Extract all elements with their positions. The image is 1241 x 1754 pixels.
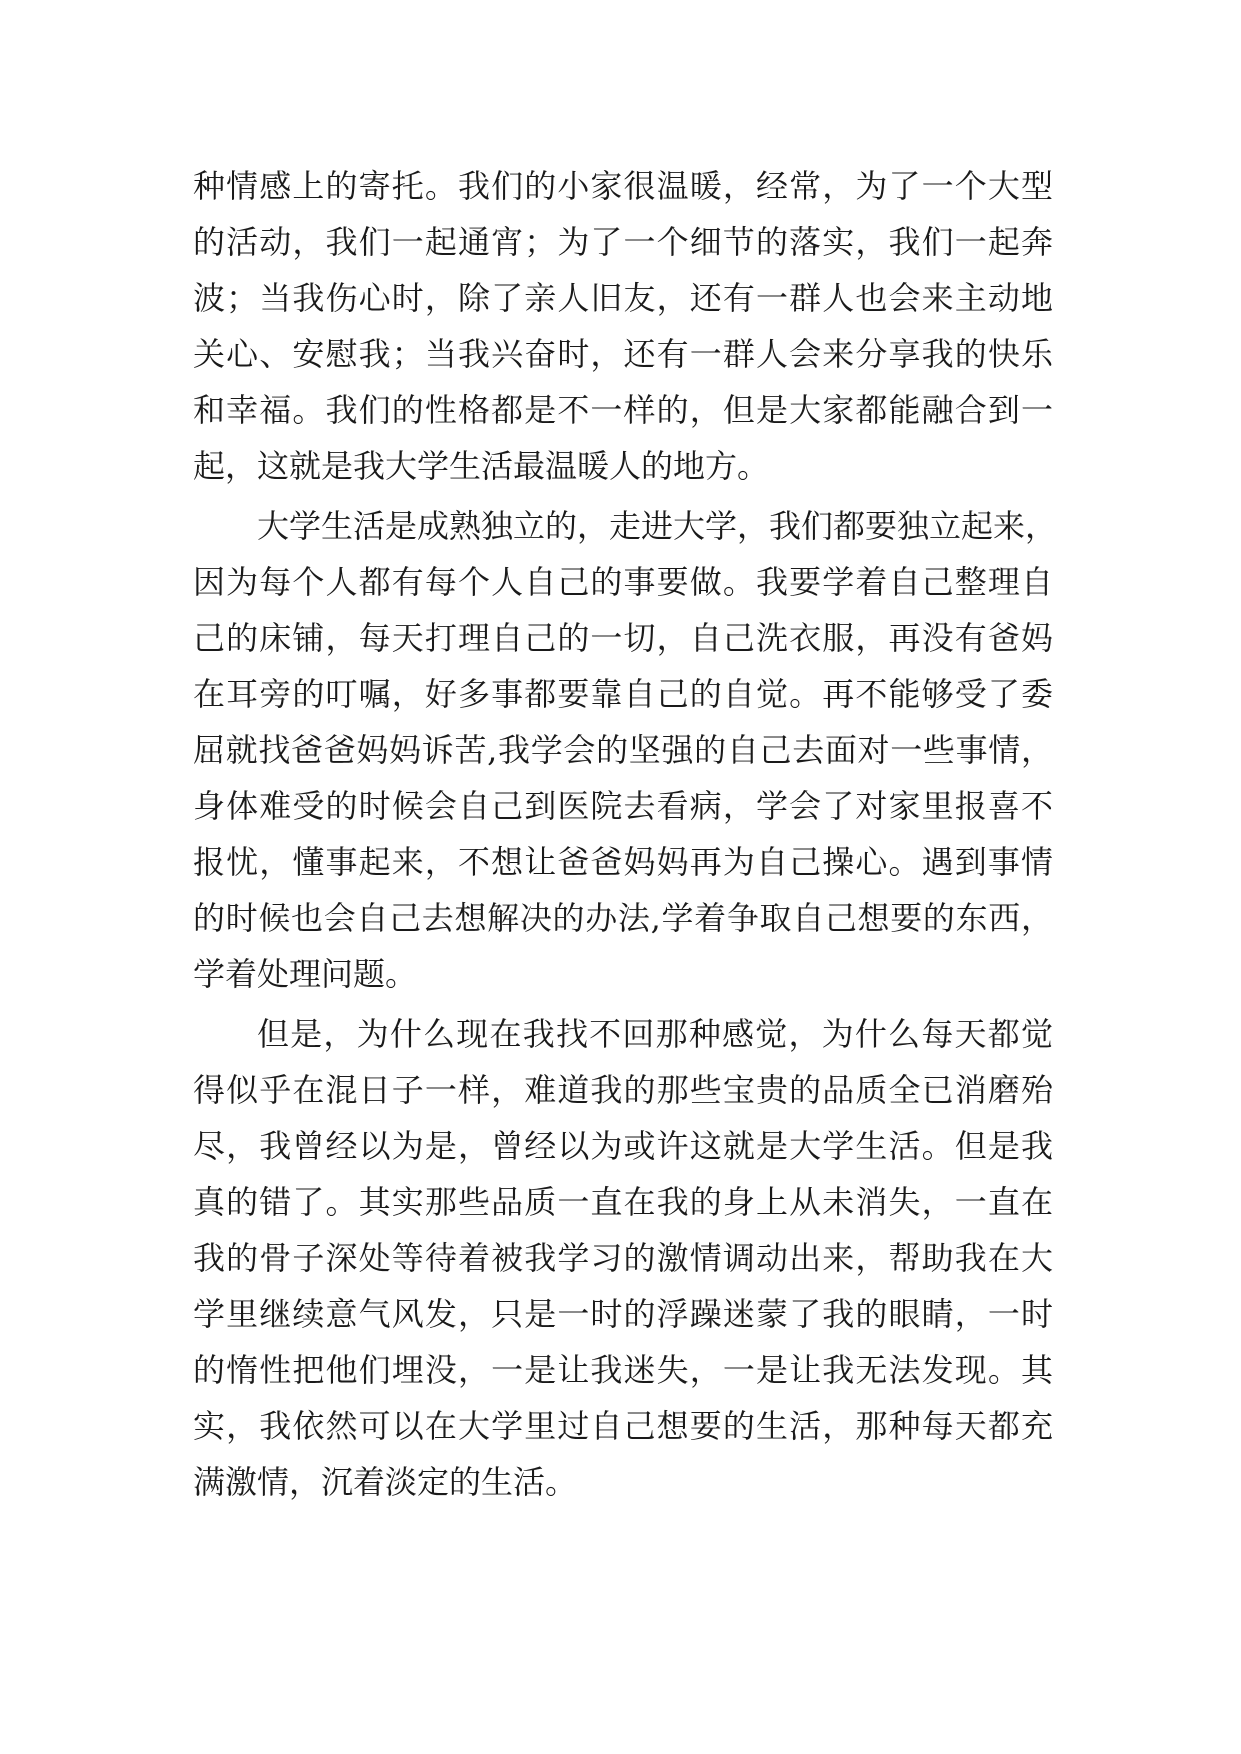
paragraph-2-line-7: 报忧，懂事起来，不想让爸爸妈妈再为自己操心。遇到事情 [193,843,1053,881]
paragraph-1-line-3: 波；当我伤心时，除了亲人旧友，还有一群人也会来主动地 [193,279,1053,317]
paragraph-3-line-6: 学里继续意气风发，只是一时的浮躁迷蒙了我的眼睛，一时 [193,1295,1053,1333]
paragraph-1-line-6: 起，这就是我大学生活最温暖人的地方。 [193,447,770,485]
paragraph-3-line-4: 真的错了。其实那些品质一直在我的身上从未消失，一直在 [193,1183,1053,1221]
paragraph-1-line-4: 关心、安慰我；当我兴奋时，还有一群人会来分享我的快乐 [193,335,1053,373]
paragraph-2-line-5: 屈就找爸爸妈妈诉苦,我学会的坚强的自己去面对一些事情， [193,731,1053,769]
paragraph-2-line-6: 身体难受的时候会自己到医院去看病，学会了对家里报喜不 [193,787,1053,825]
paragraph-2-line-2: 因为每个人都有每个人自己的事要做。我要学着自己整理自 [193,563,1053,601]
paragraph-3-line-3: 尽，我曾经以为是，曾经以为或许这就是大学生活。但是我 [193,1127,1053,1165]
paragraph-3-line-1: 但是，为什么现在我找不回那种感觉，为什么每天都觉 [257,1015,1053,1053]
paragraph-1-line-5: 和幸福。我们的性格都是不一样的，但是大家都能融合到一 [193,391,1053,429]
paragraph-1-line-1: 种情感上的寄托。我们的小家很温暖，经常，为了一个大型 [193,167,1053,205]
paragraph-2-line-1: 大学生活是成熟独立的，走进大学，我们都要独立起来， [257,507,1058,545]
paragraph-2-line-4: 在耳旁的叮嘱，好多事都要靠自己的自觉。再不能够受了委 [193,675,1053,713]
paragraph-2-line-8: 的时候也会自己去想解决的办法,学着争取自己想要的东西， [193,899,1053,937]
paragraph-3-line-8: 实，我依然可以在大学里过自己想要的生活，那种每天都充 [193,1407,1053,1445]
paragraph-3-line-5: 我的骨子深处等待着被我学习的激情调动出来，帮助我在大 [193,1239,1053,1277]
paragraph-2-line-3: 己的床铺，每天打理自己的一切，自己洗衣服，再没有爸妈 [193,619,1053,657]
paragraph-3-line-7: 的惰性把他们埋没，一是让我迷失，一是让我无法发现。其 [193,1351,1053,1389]
paragraph-2-line-9: 学着处理问题。 [193,955,418,993]
paragraph-3-line-2: 得似乎在混日子一样，难道我的那些宝贵的品质全已消磨殆 [193,1071,1053,1109]
paragraph-3-line-9: 满激情，沉着淡定的生活。 [193,1463,578,1501]
paragraph-1-line-2: 的活动，我们一起通宵；为了一个细节的落实，我们一起奔 [193,223,1053,261]
